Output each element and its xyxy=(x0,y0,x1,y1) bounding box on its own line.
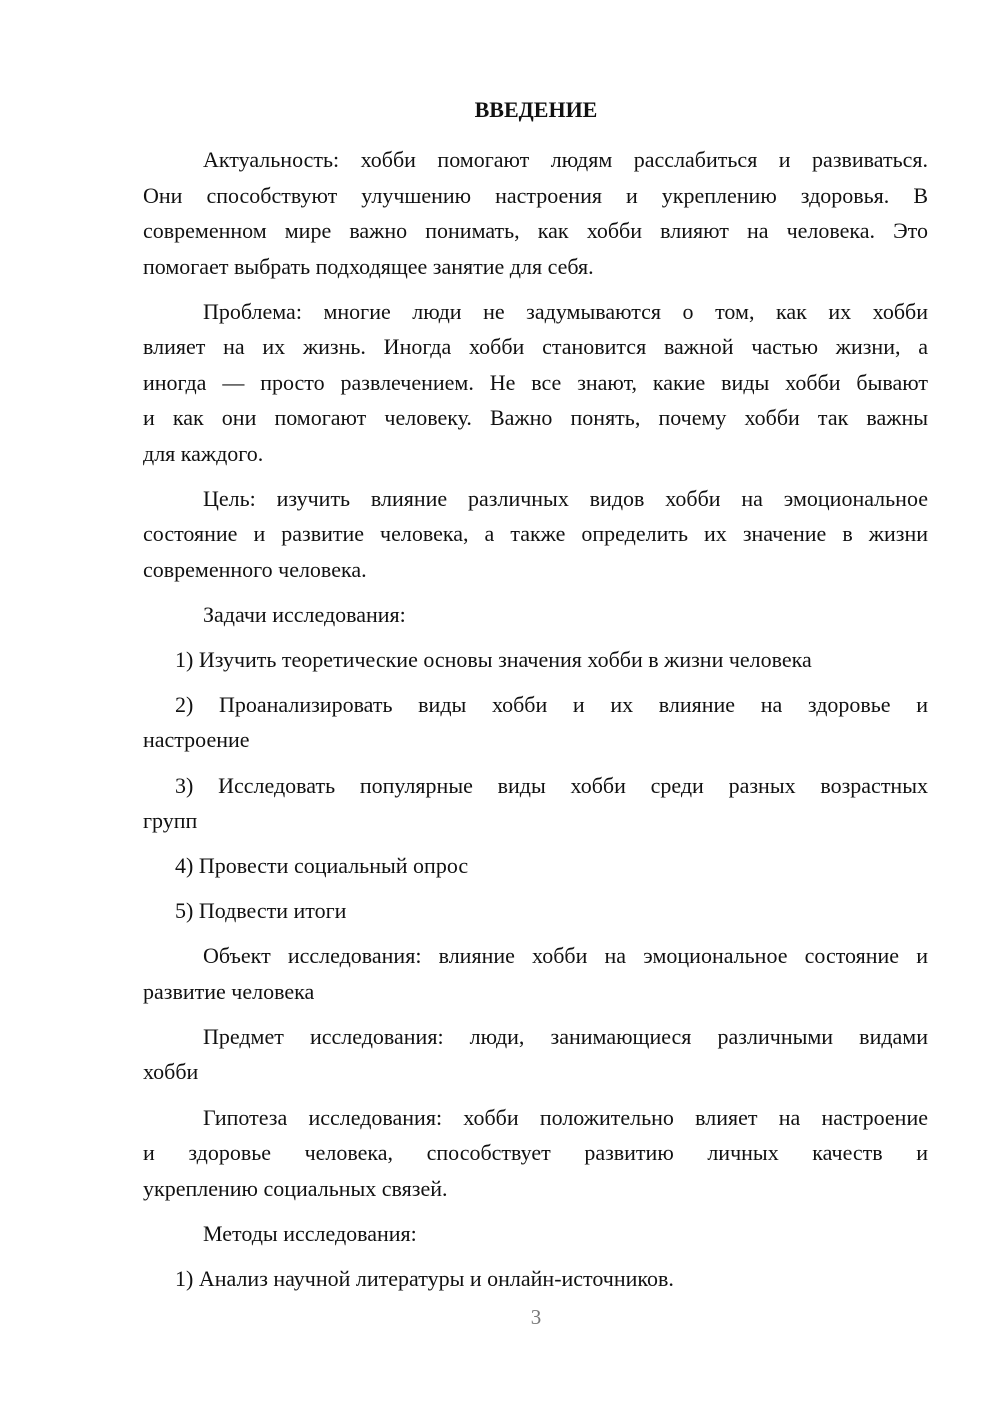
text-line: Они способствуют улучшению настроения и укреплению здоровья. В xyxy=(143,182,928,208)
text-line: Предмет исследования: люди, занимающиеся различными видами xyxy=(203,1023,928,1049)
list-item xyxy=(143,893,928,929)
text-line: и здоровье человека, способствует развитию личных качеств и xyxy=(143,1140,928,1166)
text-line: Проблема: многие люди не задумываются о том, как их хобби xyxy=(203,298,928,324)
text-line: помогает выбрать подходящее занятие для себя. xyxy=(143,253,594,279)
text-line: иногда — просто развлечением. Не все знают, какие виды хобби бывают xyxy=(143,369,928,395)
paragraph xyxy=(143,1216,928,1252)
list-item xyxy=(143,768,928,839)
paragraph xyxy=(143,1019,928,1090)
text-line: для каждого. xyxy=(143,440,264,466)
text-line: настроение xyxy=(143,727,250,753)
text-line: Задачи исследования: xyxy=(203,601,406,627)
page-number: 3 xyxy=(530,1305,542,1329)
list-item xyxy=(143,687,928,758)
list-item xyxy=(143,1261,928,1297)
text-line: 2) Проанализировать виды хобби и их влияние на здоровье и xyxy=(175,691,928,717)
text-line: 1) Анализ научной литературы и онлайн-источников. xyxy=(175,1265,674,1291)
text-line: Гипотеза исследования: хобби положительно влияет на настроение xyxy=(203,1104,928,1130)
text-line: состояние и развитие человека, а также определить их значение в жизни xyxy=(143,521,928,547)
text-line: Актуальность: хобби помогают людям расслабиться и развиваться. xyxy=(203,147,928,172)
text-line: 1) Изучить теоретические основы значения хобби в жизни человека xyxy=(175,646,812,672)
text-line: Объект исследования: влияние хобби на эмоциональное состояние и xyxy=(203,943,928,969)
text-line: 5) Подвести итоги xyxy=(175,898,347,924)
text-line: хобби xyxy=(143,1059,199,1085)
paragraph xyxy=(143,1100,928,1207)
text-line: Цель: изучить влияние различных видов хобби на эмоциональное xyxy=(203,485,928,511)
text-line: групп xyxy=(143,808,198,834)
text-line: Методы исследования: xyxy=(203,1220,417,1246)
paragraph xyxy=(143,142,928,284)
page-title: ВВЕДЕНИЕ xyxy=(474,97,598,122)
paragraph xyxy=(143,294,928,472)
text-line: современного человека. xyxy=(143,556,367,582)
document-body xyxy=(143,142,928,1306)
paragraph xyxy=(143,597,928,633)
text-line: 3) Исследовать популярные виды хобби среди разных возрастных xyxy=(175,772,928,798)
list-item xyxy=(143,848,928,884)
text-line: укреплению социальных связей. xyxy=(143,1175,448,1201)
text-line: влияет на их жизнь. Иногда хобби становится важной частью жизни, а xyxy=(143,334,928,360)
paragraph xyxy=(143,938,928,1009)
paragraph xyxy=(143,481,928,588)
list-item xyxy=(143,642,928,678)
text-line: современном мире важно понимать, как хобби влияют на человека. Это xyxy=(143,218,928,243)
text-line: и как они помогают человеку. Важно понять, почему хобби так важны xyxy=(143,405,928,431)
text-line: 4) Провести социальный опрос xyxy=(175,853,469,879)
text-line: развитие человека xyxy=(143,978,315,1004)
